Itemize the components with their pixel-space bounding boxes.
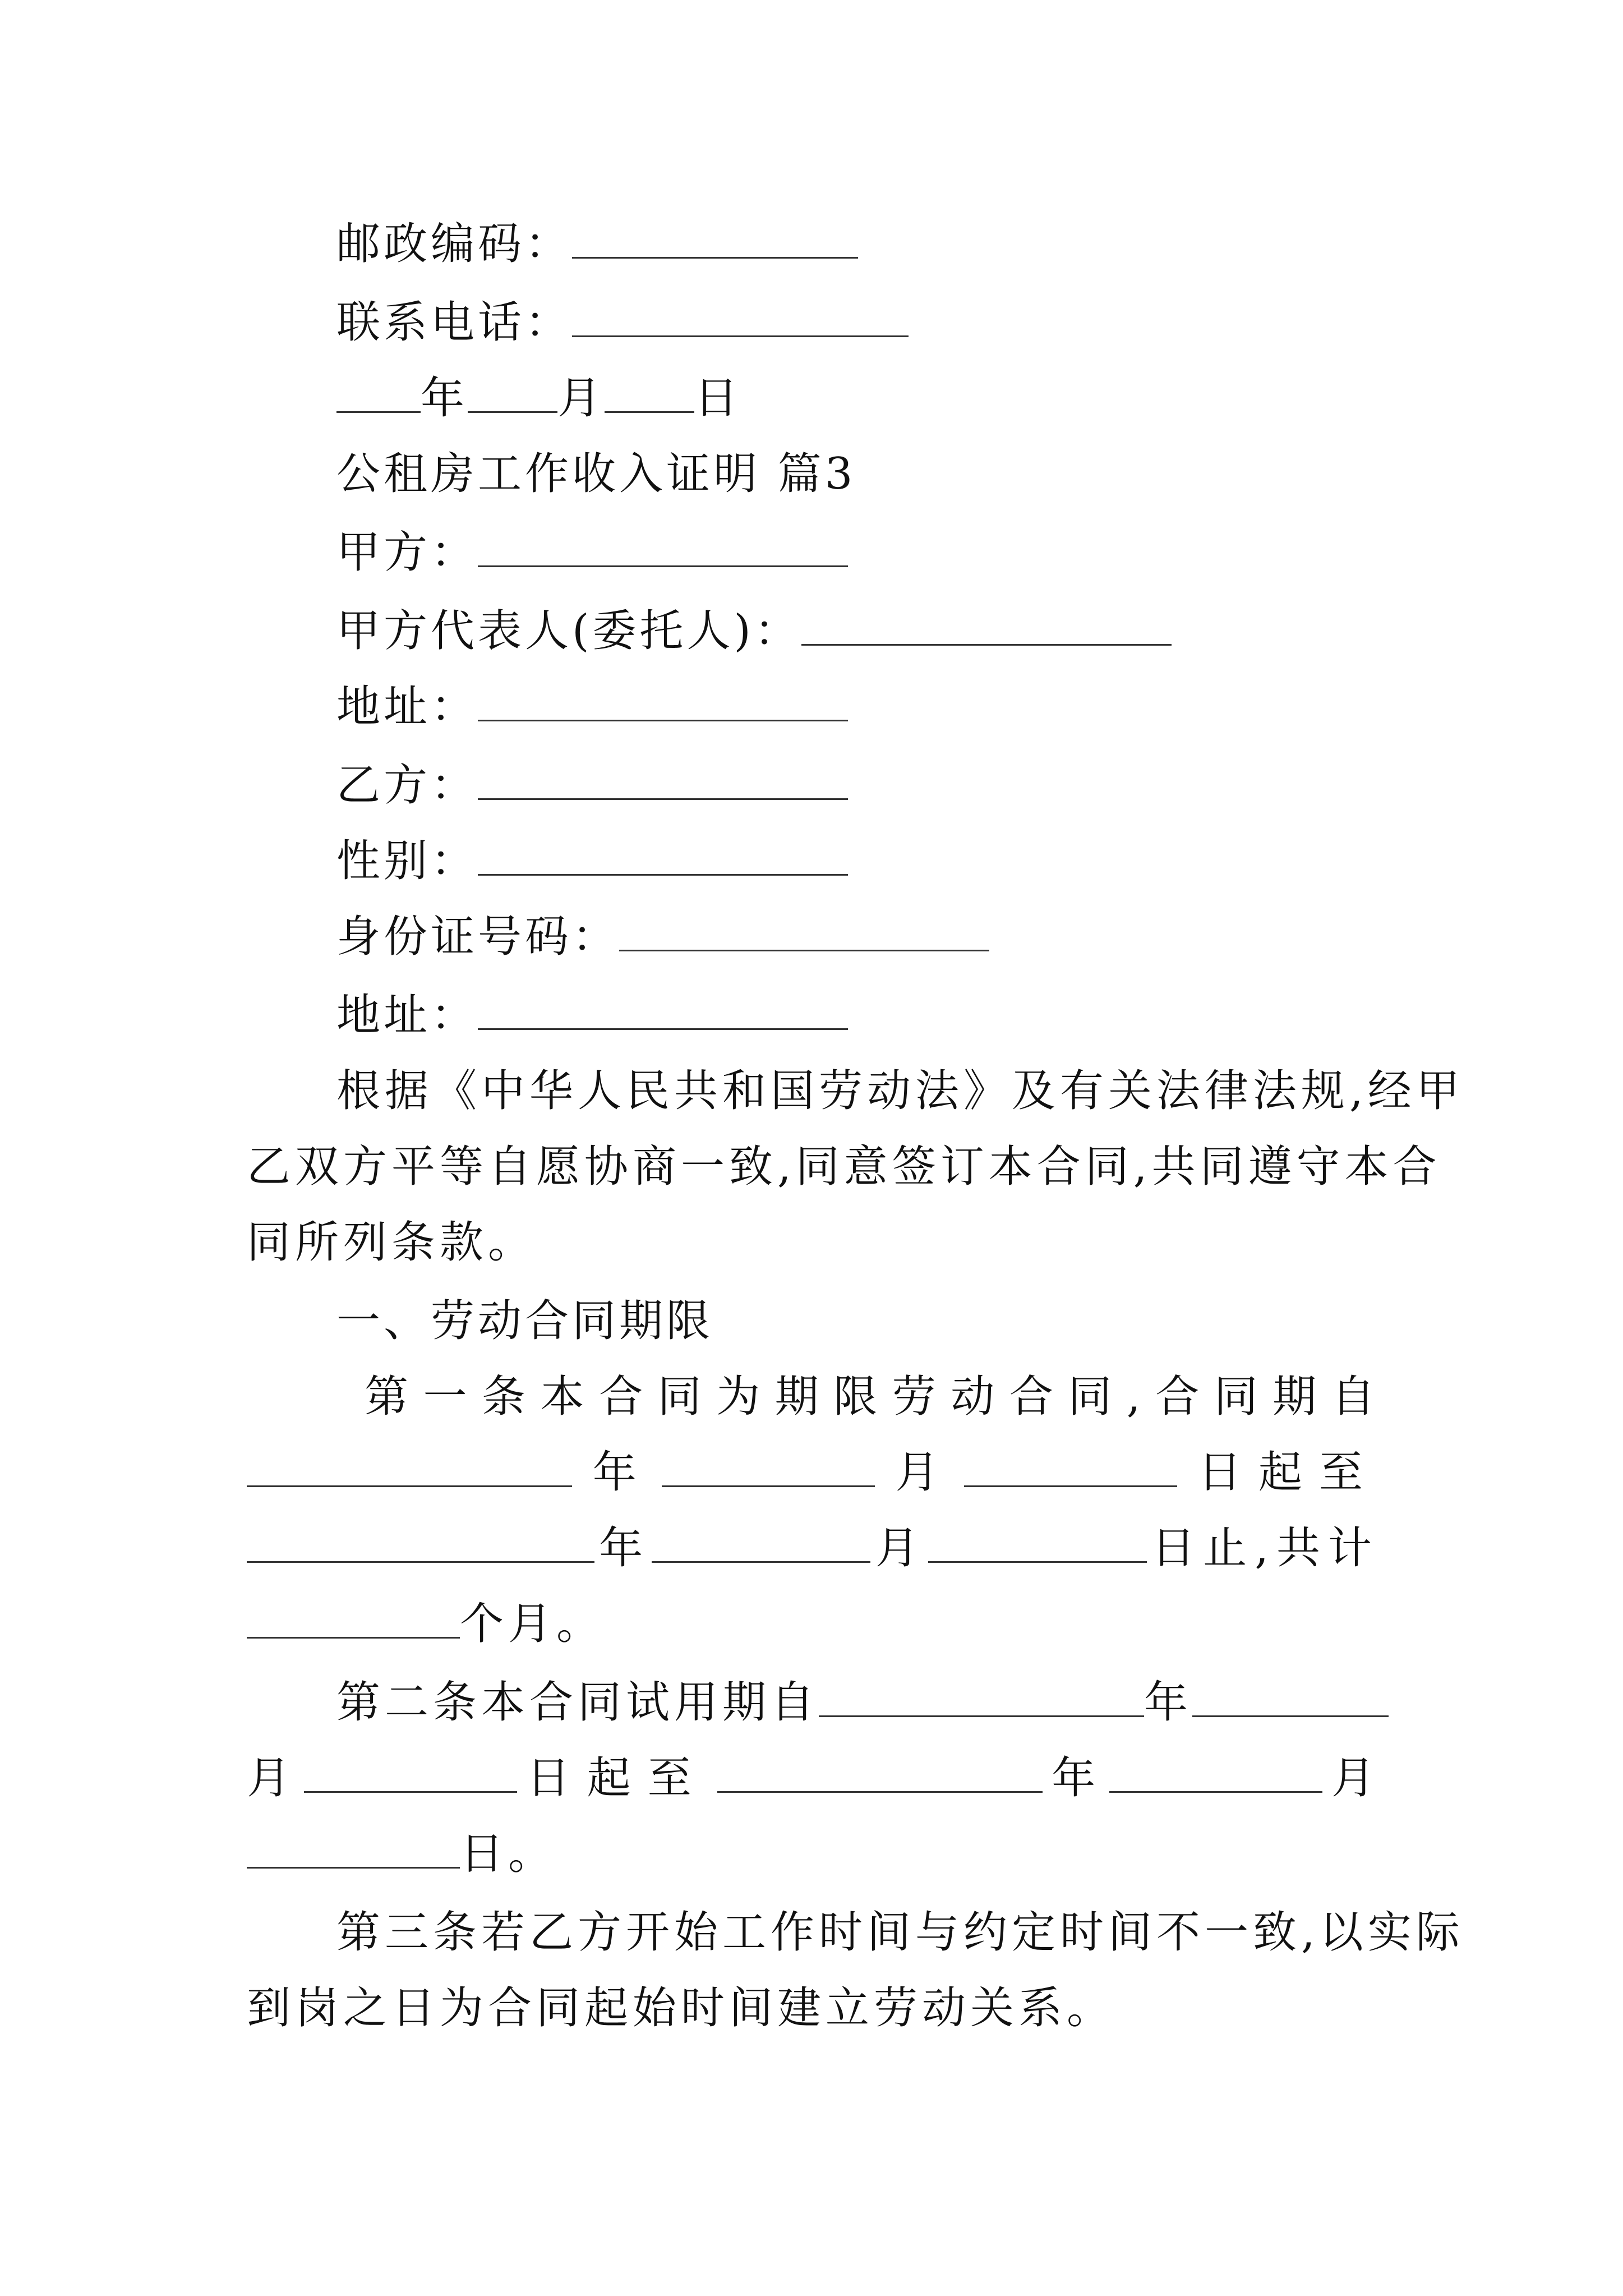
a1-start-day-blank[interactable] [964, 1446, 1177, 1487]
party-a-label: 甲方： [336, 527, 478, 578]
a1-char: 条 [482, 1372, 531, 1422]
a1-year2: 年 [599, 1523, 648, 1573]
a2-year2: 年 [1052, 1753, 1100, 1803]
a2-end-day-blank[interactable] [247, 1828, 460, 1869]
a2-end: 日。 [460, 1829, 557, 1879]
a2-end-year-blank[interactable] [717, 1752, 1043, 1793]
intro-line-3: 同所列条款。 [247, 1217, 537, 1268]
gender-blank[interactable] [478, 835, 848, 876]
address-b-label: 地址： [336, 990, 478, 1041]
a2-start: 第二条本合同试用期自 [336, 1677, 819, 1728]
a1-char: 同 [1068, 1372, 1117, 1422]
month-blank[interactable] [468, 372, 557, 413]
article2-line-2 [247, 1750, 1380, 1806]
address-b-row [336, 987, 848, 1043]
a1-day-from: 日起至 [1197, 1447, 1380, 1498]
a2-start-year-blank[interactable] [819, 1676, 1144, 1717]
a1-end-month-blank[interactable] [652, 1522, 870, 1563]
intro-line-2: 乙双方平等自愿协商一致,同意签订本合同,共同遵守本合 [247, 1142, 1441, 1192]
phone-row [336, 295, 909, 351]
postcode-row [336, 216, 858, 272]
address-a-label: 地址： [336, 682, 478, 732]
a2-month: 月 [247, 1753, 296, 1803]
article1-line-2 [247, 1444, 1380, 1501]
a2-year: 年 [1144, 1677, 1193, 1728]
id-label: 身份证号码： [336, 912, 620, 962]
a1-end-year-blank[interactable] [247, 1522, 594, 1563]
a1-char: 动 [951, 1372, 999, 1422]
party-b-label: 乙方： [336, 760, 478, 811]
year-label: 年 [421, 373, 468, 424]
a1-char: 限 [833, 1372, 882, 1422]
address-a-row [336, 679, 848, 735]
a1-char: 同 [1214, 1372, 1262, 1422]
a2-start-day-blank[interactable] [304, 1752, 517, 1793]
a1-char: 一 [423, 1372, 472, 1422]
a2-end-month-blank[interactable] [1109, 1752, 1322, 1793]
a1-start-month-blank[interactable] [662, 1446, 875, 1487]
a1-year: 年 [592, 1447, 641, 1498]
a1-char: 劳 [892, 1372, 940, 1422]
year-blank[interactable] [336, 372, 421, 413]
a1-end: 日止,共计 [1151, 1523, 1380, 1573]
a1-char: 本 [540, 1372, 589, 1422]
a1-char: 合 [599, 1372, 648, 1422]
party-a-rep-blank[interactable] [801, 605, 1172, 646]
date-row [336, 370, 741, 426]
postcode-label: 邮政编码： [336, 219, 573, 269]
gender-row [336, 833, 848, 889]
a1-char: 合 [1155, 1372, 1204, 1422]
month-label: 月 [557, 373, 605, 424]
a1-end-day-blank[interactable] [928, 1522, 1147, 1563]
id-blank[interactable] [619, 910, 989, 951]
a2-month2: 月 [1331, 1753, 1380, 1803]
party-a-blank[interactable] [478, 526, 848, 567]
party-a-row [336, 524, 848, 581]
a1-char: 第 [365, 1372, 413, 1422]
heading-contract-term: 一、劳动合同期限 [336, 1296, 714, 1346]
article2-line-3 [247, 1826, 1380, 1882]
address-a-blank[interactable] [478, 680, 848, 721]
day-label: 日 [694, 373, 742, 424]
a1-month: 月 [895, 1447, 944, 1498]
article1-line-4 [247, 1596, 1380, 1652]
a1-char: 期 [774, 1372, 823, 1422]
article1-line-3 [247, 1520, 1380, 1576]
party-b-row [336, 757, 848, 813]
a1-char: 合 [1009, 1372, 1058, 1422]
a1-months-blank[interactable] [247, 1598, 460, 1639]
a2-day-from: 日起至 [526, 1753, 708, 1803]
a1-months: 个月。 [460, 1599, 605, 1649]
party-b-blank[interactable] [478, 759, 848, 800]
a1-char: 同 [657, 1372, 706, 1422]
a1-char: 自 [1331, 1372, 1380, 1422]
intro-line-1: 根据《中华人民共和国劳动法》及有关法律法规,经甲 [336, 1066, 1464, 1116]
a1-char: , [1126, 1372, 1145, 1422]
article3-line-2: 到岗之日为合同起始时间建立劳动关系。 [247, 1983, 1115, 2033]
section-title: 公租房工作收入证明 篇3 [336, 449, 856, 499]
a1-start-year-blank[interactable] [247, 1446, 572, 1487]
article1-line-1 [365, 1369, 1380, 1425]
phone-blank[interactable] [572, 296, 909, 337]
phone-label: 联系电话： [336, 297, 573, 348]
a1-month2: 月 [875, 1523, 924, 1573]
id-row [336, 909, 989, 965]
party-a-rep-label: 甲方代表人(委托人)： [336, 606, 801, 656]
gender-label: 性别： [336, 836, 478, 886]
party-a-rep-row [336, 603, 1172, 659]
postcode-blank[interactable] [572, 218, 858, 259]
article2-line-1 [336, 1674, 1380, 1731]
day-blank[interactable] [605, 372, 694, 413]
a1-char: 为 [716, 1372, 765, 1422]
a2-start-month-blank[interactable] [1192, 1676, 1389, 1717]
a1-char: 期 [1272, 1372, 1321, 1422]
address-b-blank[interactable] [478, 989, 848, 1030]
article3-line-1: 第三条若乙方开始工作时间与约定时间不一致,以实际 [336, 1907, 1464, 1958]
